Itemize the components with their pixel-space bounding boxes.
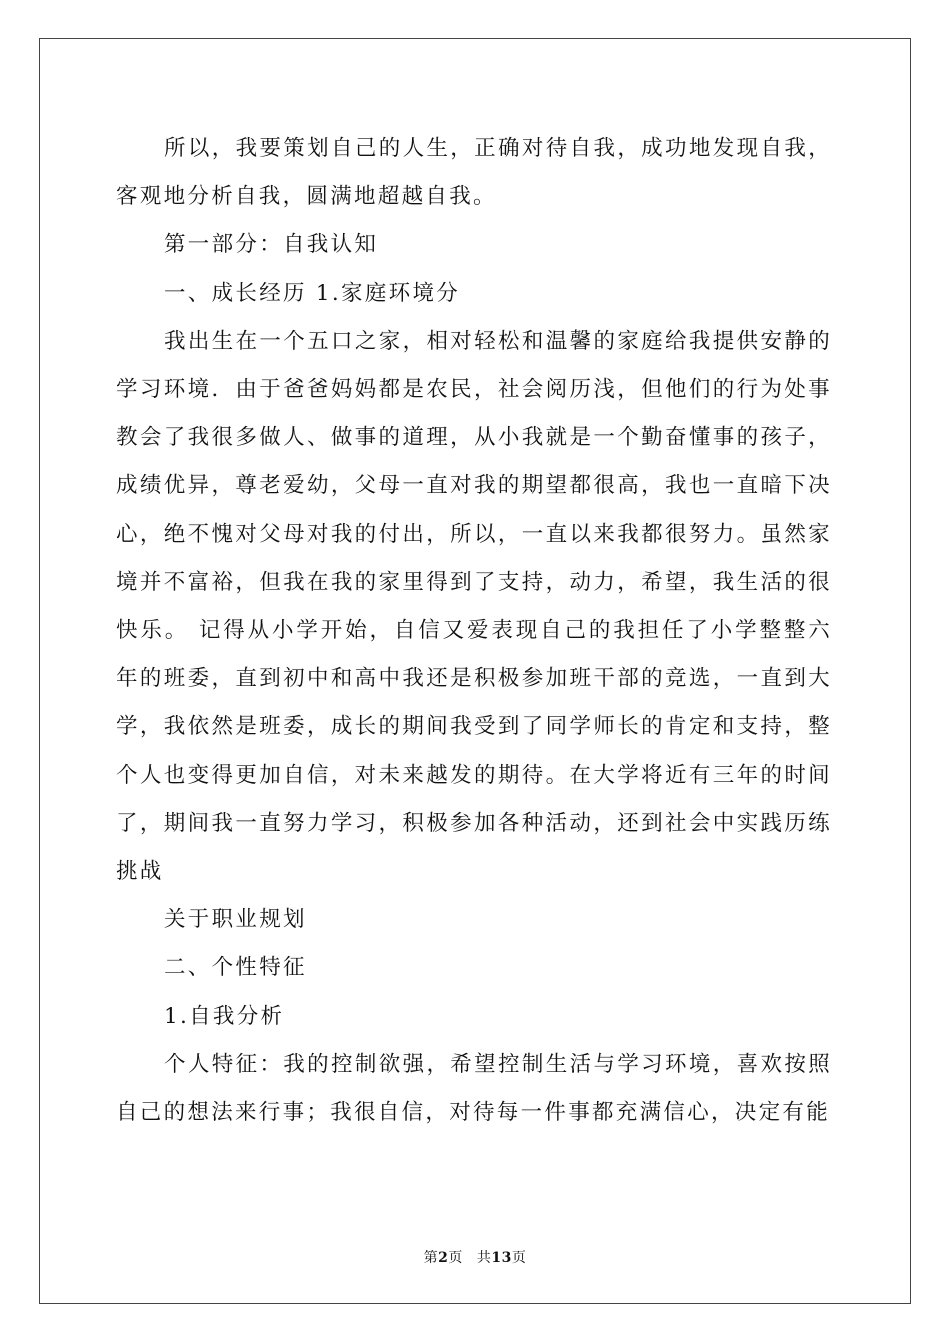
subsection-heading-personality: 二、个性特征 [164,955,307,981]
section-heading-self-cognition: 第一部分：自我认知 [164,232,379,258]
paragraph-personal-traits: 个人特征：我的控制欲强，希望控制生活与学习环境，喜欢按照自己的想法来行事；我很自信，对待每一件事都充满信心，决定有能 [116,1051,832,1126]
footer-total-suffix: 页 [511,1250,527,1266]
heading-career-planning: 关于职业规划 [164,907,307,933]
paragraph-family-background: 我出生在一个五口之家，相对轻松和温馨的家庭给我提供安静的学习环境．由于爸爸妈妈都是农民，社会阅历浅，但他们的行为处事教会了我很多做人、做事的道理，从小我就是一个勤奋懂事的孩子，成绩优异，尊老爱幼，父母一直对我的期望都很高，我也一直暗下决心，绝不愧对父母对我的付出，所以，一直以来我都很努力。虽然家境并不富裕，但我在我的家里得到了支持，动力，希望，我生活的很快乐。 记得从小学开始，自信又爱表现自己的我担任了小学整整六年的班委，直到初中和高中我还是积极参加班干部的竞选，一直到大学，我依然是班委，成长的期间我受到了同学师长的肯定和支持，整个人也变得更加自信，对未来越发的期待。在大学将近有三年的时间了，期间我一直努力学习，积极参加各种活动，还到社会中实践历练挑战 [116,328,832,885]
document-body [116,125,832,1137]
footer-total-pages: 13 [491,1250,512,1266]
footer-page-prefix: 第 [423,1250,439,1266]
paragraph-intro: 所以，我要策划自己的人生，正确对待自我，成功地发现自我，客观地分析自我，圆满地超越自我。 [116,136,832,210]
footer-page-suffix: 页 [448,1250,463,1266]
subsection-heading-self-analysis: 1.自我分析 [164,1003,285,1029]
subsection-heading-growth: 一、成长经历 1.家庭环境分 [164,280,461,306]
page-footer [0,1248,950,1268]
footer-total-prefix: 共 [476,1250,492,1266]
footer-current-page: 2 [438,1250,449,1266]
